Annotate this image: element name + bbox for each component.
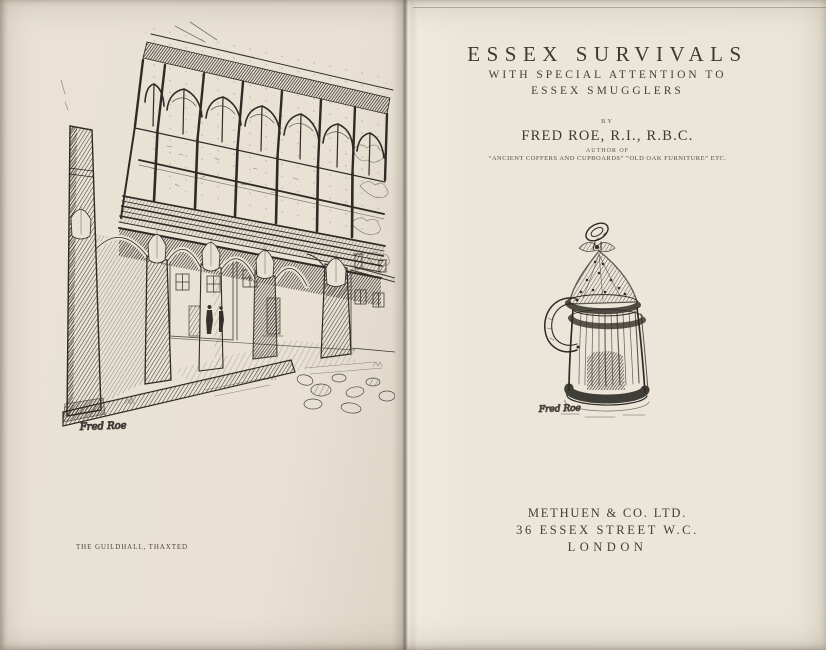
publisher-address: 36 ESSEX STREET W.C. <box>516 523 699 537</box>
author-of-label: AUTHOR OF <box>585 148 630 154</box>
mid-band <box>571 318 643 326</box>
tankard-signature: Fred Roe <box>538 403 582 415</box>
publisher-city: LONDON <box>567 540 648 554</box>
lid-ring <box>583 220 611 245</box>
right-page <box>405 0 826 650</box>
publisher-name: METHUEN & CO. LTD. <box>527 506 688 520</box>
stones <box>296 373 395 414</box>
tankard-illustration <box>535 218 695 428</box>
left-page <box>0 0 405 650</box>
by-label: BY <box>600 118 615 125</box>
author-name: FRED ROE, R.I., R.B.C. <box>521 128 694 144</box>
right-page-top-edge <box>413 0 826 8</box>
guildhall-illustration <box>55 18 395 438</box>
subtitle-line1: WITH SPECIAL ATTENTION TO <box>488 69 727 81</box>
body-cavity <box>587 351 625 390</box>
guildhall-signature: Fred Roe <box>79 420 127 433</box>
subtitle-line2: ESSEX SMUGGLERS <box>531 85 684 97</box>
book-title: ESSEX SURVIVALS <box>467 42 748 66</box>
left-page-caption: THE GUILDHALL, THAXTED <box>76 543 189 551</box>
author-works: “ANCIENT COFFERS AND CUPBOARDS” “OLD OAK FURNITURE” ETC. <box>488 155 727 162</box>
